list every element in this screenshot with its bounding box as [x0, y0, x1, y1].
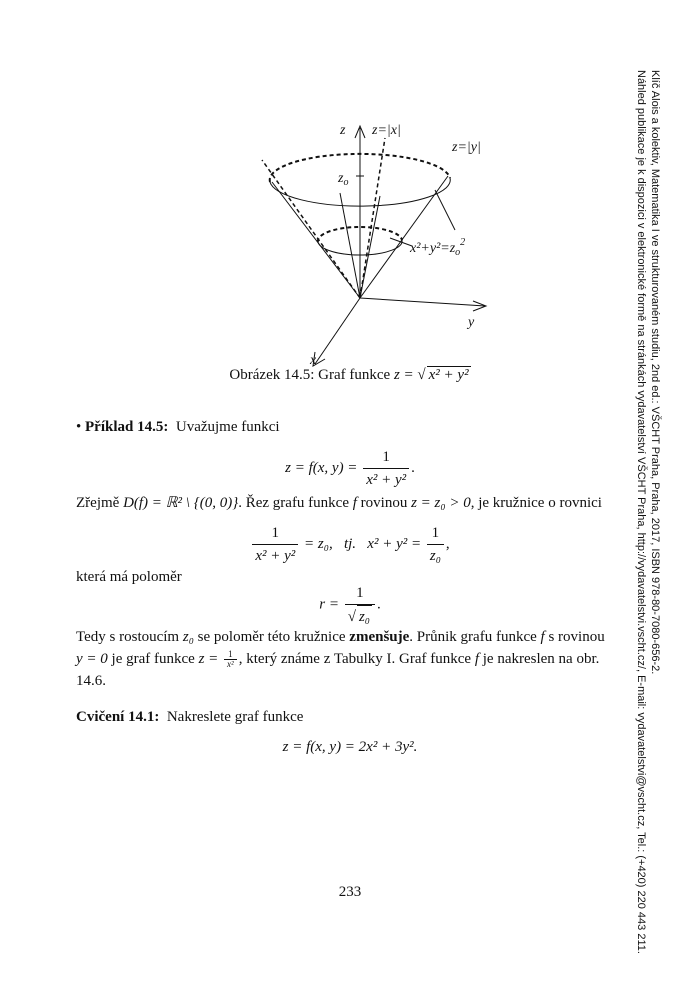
label-y: y — [468, 315, 475, 330]
eq2-den2: z₀ — [427, 544, 444, 567]
eq2-mid: = z₀, — [304, 535, 333, 552]
exercise-equation: z = f(x, y) = 2x² + 3y². — [282, 739, 418, 755]
label-z: z — [340, 123, 346, 138]
figure-caption — [0, 366, 700, 384]
side-publication-note — [634, 70, 662, 954]
label-z-abs-x: z=|x| — [372, 123, 401, 138]
para3-c: . Průnik grafu funkce — [409, 629, 537, 645]
eq1-end: . — [411, 459, 415, 476]
para1-cond: z = z₀ > 0 — [411, 495, 471, 511]
para1-a: Zřejmě — [76, 495, 120, 511]
example-intro: Uvažujme funkci — [175, 419, 280, 435]
exercise-title: Cvičení 14.1: — [76, 709, 160, 725]
paragraph-1 — [76, 492, 636, 514]
para1-f: f — [352, 495, 357, 511]
exercise-text: Nakreslete graf funkce — [166, 709, 304, 725]
cone-graph — [240, 118, 500, 370]
para1-d: , je kružnice o rovnici — [470, 495, 602, 511]
eq2-den: x² + y² — [252, 544, 298, 567]
label-circle-equation: $x^2+y^2=z_o^2$ — [410, 237, 466, 258]
para3-z0: z₀ — [182, 629, 194, 645]
caption-prefix: Obrázek 14.5: Graf funkce — [229, 367, 391, 383]
label-x: x — [310, 353, 317, 368]
paragraph-2: která má poloměr — [76, 569, 182, 585]
cone-figure — [240, 118, 500, 370]
eq2-end: , — [445, 535, 450, 552]
para3-line2-b: je graf funkce — [111, 651, 195, 667]
cone-edge-leader — [435, 190, 455, 230]
eq3-num: 1 — [356, 585, 364, 601]
page-number: 233 — [338, 884, 362, 900]
eq1-lhs: z = f(x, y) = — [285, 459, 358, 476]
eq1-fraction — [363, 446, 409, 491]
para1-b: . Řez grafu funkce — [238, 495, 349, 511]
para3-f: f — [540, 629, 545, 645]
para3-d: s rovinou — [548, 629, 605, 645]
label-z0: $z_o$ — [338, 171, 349, 188]
para3-small-num: 1 — [228, 649, 233, 660]
para3-line2-d: je nakreslen na obr. — [482, 651, 600, 667]
para3-line2-eq: z = — [198, 651, 219, 667]
x-axis — [315, 298, 360, 364]
para3-line-3: 14.6. — [76, 673, 106, 689]
para3-line-1 — [76, 626, 638, 648]
para3-small-fraction — [224, 650, 237, 669]
equation-2 — [0, 522, 700, 567]
eq1-den: x² + y² — [363, 468, 409, 491]
equation-3 — [0, 582, 700, 628]
example-title: Příklad 14.5: — [85, 419, 169, 435]
side-note-line-2: Náhled publikace je k dispozici v elektronické formě na stránkách vydavatelství VŠCHT Praha, http://vydavatelstvi.vscht.cz/, E-mail: vydavatelstvi@vscht.cz, Tel.: (+420) 220 443 211. — [635, 70, 647, 954]
para3-line2-f: f — [474, 651, 479, 667]
eq3-den — [345, 604, 375, 628]
eq2-num: 1 — [271, 525, 280, 541]
example-heading — [76, 416, 280, 438]
para1-c: rovinou — [360, 495, 408, 511]
para3-small-den: x² — [224, 659, 237, 669]
eq3-fraction — [345, 582, 375, 628]
eq2-fraction-2 — [427, 522, 444, 567]
eq2-num2: 1 — [431, 525, 440, 541]
eq2-fraction-1 — [252, 522, 298, 567]
para3-line-2 — [76, 648, 638, 670]
paragraph-3 — [76, 626, 638, 692]
cone-inner-line-1 — [340, 193, 360, 298]
sqrt-icon: √ — [417, 367, 426, 383]
para3-b: se poloměr této kružnice — [197, 629, 346, 645]
equation-1 — [0, 446, 700, 491]
eq3-end: . — [377, 596, 381, 613]
sqrt-icon: √ — [347, 609, 356, 625]
para3-line2-a: y = 0 — [76, 651, 108, 667]
para1-domain: D(f) = ℝ² \ {(0, 0)} — [123, 495, 239, 511]
side-note-line-1: Klíč Alois a kolektiv, Matematika I ve strukturovaném studiu, 2nd ed.: VŠCHT Praha, Praha, 2017, ISBN 978-80-7080-656-2. — [649, 70, 661, 675]
y-axis — [360, 298, 485, 306]
caption-formula-lhs: z = — [393, 367, 414, 383]
line-z-abs-x-right — [360, 138, 385, 298]
eq2-tj: tj. — [343, 535, 357, 552]
exercise-heading — [76, 706, 303, 728]
eq3-lhs: r = — [319, 596, 339, 613]
eq3-radicand: z₀ — [357, 605, 372, 628]
label-z-abs-y: z=|y| — [452, 140, 481, 155]
eq1-num: 1 — [382, 449, 390, 465]
eq2-rhs: x² + y² = — [367, 535, 422, 552]
bullet: • — [76, 419, 82, 435]
para3-line2-c: , který známe z Tabulky I. Graf funkce — [238, 651, 472, 667]
para3-bold: zmenšuje — [349, 629, 410, 645]
para3-a: Tedy s rostoucím — [76, 629, 180, 645]
caption-radicand: x² + y² — [428, 367, 469, 383]
